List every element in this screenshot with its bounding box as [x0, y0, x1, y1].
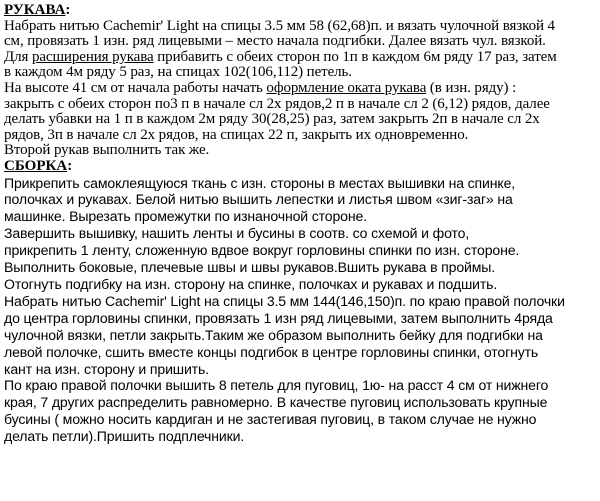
sleeve-cap-link: оформление оката рукава: [266, 79, 427, 96]
sleeves-text-line: см, провязать 1 изн. ряд лицевыми – место начала подгибки. Далее вязать чул. вязкой.: [4, 33, 546, 50]
sleeves-text-line: в каждом 4м ряду 5 раз, на спицах 102(106,112) петель.: [4, 64, 352, 81]
assembly-text-line: края, 7 других распределить равномерно. В качестве пуговиц использовать крупные: [4, 394, 548, 411]
assembly-text-line: до центра горловины спинки, провязать 1 изн ряд лицевыми, затем выполнить 4ряда: [4, 309, 553, 326]
sleeve-widening-link: расширения рукава: [31, 48, 154, 65]
assembly-section: [4, 175, 596, 446]
sleeves-text-line: Второй рукав выполнить так же.: [4, 142, 210, 159]
assembly-heading-line: [4, 159, 596, 175]
assembly-text-line: полочках и рукавах. Белой нитью вышить лепестки и листья швом «зиг-заг» на: [4, 191, 513, 208]
assembly-heading: СБОРКА: [4, 157, 68, 174]
sleeves-text-line: [4, 50, 596, 66]
pattern-document: [4, 3, 596, 445]
sleeves-text-fragment: Для: [4, 48, 32, 65]
assembly-text-line: По краю правой полочки вышить 8 петель для пуговиц, 1ю- на расст 4 см от нижнего: [4, 377, 549, 394]
sleeves-heading: РУКАВА: [4, 2, 66, 18]
sleeves-section: [4, 3, 596, 175]
sleeves-text-line: Набрать нитью Cachemir' Light на спицы 3.5 мм 58 (62,68)п. и вязать чулочной вязкой 4: [4, 17, 555, 34]
sleeves-text-line: делать убавки на 1 п в каждом 2м ряду 30(28,25) раз, затем закрыть 2п в начале сл 2х: [4, 111, 540, 128]
assembly-text-line: Завершить вышивку, нашить ленты и бусины в соотв. со схемой и фото,: [4, 225, 470, 242]
assembly-text-line: прикрепить 1 ленту, сложенную вдвое вокруг горловины спинки по изн. стороне.: [4, 242, 520, 259]
assembly-text-line: машинке. Вырезать промежутки по изнаночной стороне.: [4, 208, 367, 225]
sleeves-text-fragment: прибавить с обеих сторон по 1п в каждом 6м ряду 17 раз, затем: [153, 48, 557, 65]
sleeves-heading-line: [4, 3, 596, 19]
assembly-text-line: Набрать нитью Cachemir' Light на спицы 3.5 мм 144(146,150)п. по краю правой полочки: [4, 292, 565, 309]
sleeves-text-line: рядов, 3п в начале сл 2х рядов, на спицах 22 п, закрыть их одновременно.: [4, 126, 469, 143]
sleeves-text-fragment: На высоте 41 см от начала работы начать: [4, 79, 267, 96]
sleeves-text-fragment: (в изн. ряду) :: [426, 79, 517, 96]
assembly-text-line: левой полочке, сшить вместе концы подгибок в центре горловины спинки, отогнуть: [4, 343, 539, 360]
assembly-text-line: бусины ( можно носить кардиган и не застегивая пуговиц, в таком случае не нужно: [4, 411, 537, 428]
sleeves-text-line: [4, 81, 596, 97]
assembly-text-line: чулочной вязки, петли закрыть.Таким же образом выполнить бейку для подгибки на: [4, 326, 543, 343]
assembly-text-line: Отогнуть подгибку на изн. сторону на спинке, полочках и рукавах и подшить.: [4, 275, 498, 292]
assembly-text-line: делать петли).Пришить подплечники.: [4, 428, 245, 445]
assembly-text-line: Выполнить боковые, плечевые швы и швы рукавов.Вшить рукава в проймы.: [4, 259, 496, 276]
assembly-heading-colon: :: [67, 157, 73, 174]
sleeves-heading-colon: :: [65, 2, 71, 18]
assembly-text-line: кант на изн. сторону и пришить.: [4, 360, 209, 377]
sleeves-text-line: закрыть с обеих сторон по3 п в начале сл 2х рядов,2 п в начале сл 2 (6,12) рядов, далее: [4, 95, 550, 112]
assembly-text-line: Прикрепить самоклеящуюся ткань с изн. стороны в местах вышивки на спинке,: [4, 174, 516, 191]
